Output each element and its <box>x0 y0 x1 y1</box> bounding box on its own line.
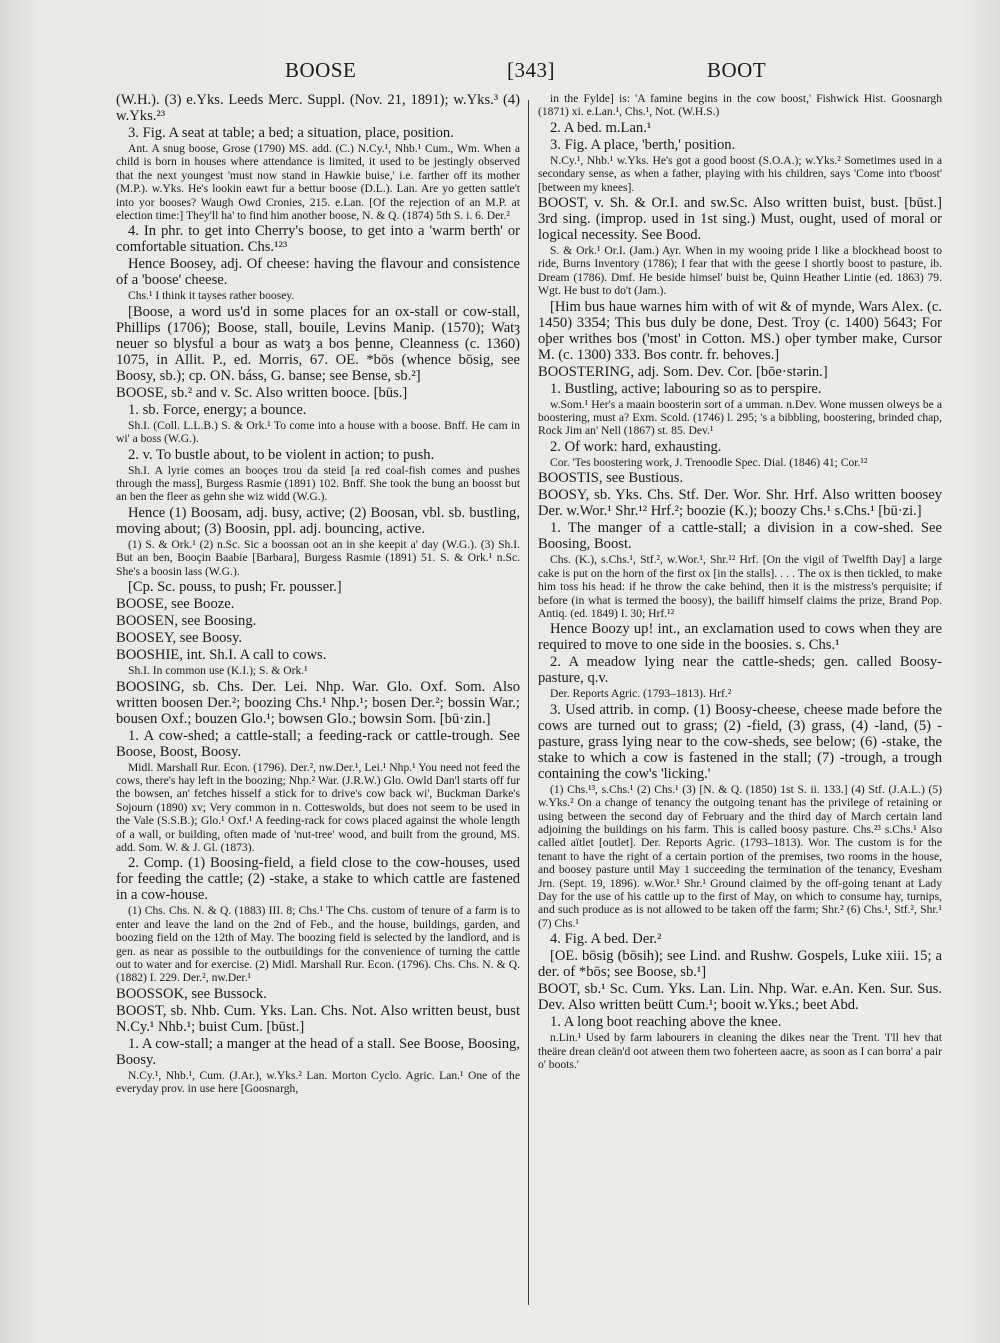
entry-sense: 1. A cow-stall; a manger at the head of a stall. See Boose, Boosing, Boosy. <box>116 1035 520 1068</box>
entry-sense: 1. sb. Force, energy; a bounce. <box>128 401 307 418</box>
entry-sense: 3. Used attrib. in comp. (1) Boosy-cheese, cheese made before the cows are turned out to grass; (2) -field, (3) grass, (4) -land, (5) -pasture, grass lying near to the cow-sheds, see below; (6) -stake, the stake to which a cow is fastened in the stall; (7) -trough, a trough containing the cow's 'licking.' <box>538 701 942 782</box>
entry-headword: BOOSTERING, adj. Som. Dev. Cor. [bōe·stərin.] <box>538 363 828 380</box>
entry-citation: Sh.I. (Coll. L.L.B.) S. & Ork.¹ To come into a house with a boose. Bnff. He cam in wi' a boss (W.G.). <box>116 418 520 446</box>
entry-citation: (1) Chs. Chs. N. & Q. (1883) III. 8; Chs.¹ The Chs. custom of tenure of a farm is to enter and leave the land on the 2nd of Feb., and the house, buildings, garden, and boozing field on the 12th of May. The boozing field is selected by the landlord, and is gen. as near as possible to the outbuildings for the convenience of turning the cattle out to water and for exercise. (2) Midl. Marshall Rur. Econ. (1796). Chs. Chs. N. & Q. (1882) I. 229. Der.², nw.Der.¹ <box>116 904 520 985</box>
entry-sense: 1. Bustling, active; labouring so as to perspire. <box>550 380 822 397</box>
entry-sense: [Him bus haue warnes him with of wit & of mynde, Wars Alex. (c. 1450) 3354; This bus duly be done, Dest. Troy (c. 1400) 5643; For oþer writhes bos ('most' in Cotton. MS.) oþer tymber make, Cursor M. (c. 1300) 333. Bos contr. fr. behoves.] <box>538 298 942 363</box>
right-column <box>538 92 942 1317</box>
entry-citation: S. & Ork.¹ Or.I. (Jam.) Ayr. When in my wooing pride I like a blockhead boost to ride, Burns Inventory (1786); I fear that with the geese I shortly boost to pasture, ib. Dream (1786). Dmf. He beside himsel' buist be, Quinn Heather Lintie (ed. 1863) 79. Wgt. He bust to do't (Jam.). <box>538 244 942 298</box>
entry-citation: n.Lin.¹ Used by farm labourers in cleaning the dikes near the Trent. 'I'll hev that theäre drean cleän'd oot atween them two foherteen aacre, as soon as I can borra' a pair o' boots.' <box>538 1031 942 1071</box>
entry-sense: [Cp. Sc. pouss, to push; Fr. pousser.] <box>128 579 342 596</box>
entry-headword: BOOSE, sb.² and v. Sc. Also written booce. [būs.] <box>116 384 408 401</box>
entry-citation: (1) S. & Ork.¹ (2) n.Sc. Sic a boossan oot an in she keepit a' day (W.G.). (3) Sh.I. But an ben, Booçin Baabie [Barbara], Burgess Rasmie (1891) 51. S. & Ork.¹ n.Sc. She's a boosin lass (W.G.). <box>116 537 520 578</box>
entry-headword: BOOSTIS, see Bustious. <box>538 470 684 487</box>
entry-headword: BOOSING, sb. Chs. Der. Lei. Nhp. War. Glo. Oxf. Som. Also written boosen Der.²; boozing Chs.¹ Nhp.¹; bosen Der.²; bossin War.; bousen Oxf.; bouzen Glo.¹; bowsen Glo.; bowsin Som. [bū·zin.] <box>116 678 520 727</box>
page-number: [343] <box>507 58 555 82</box>
header-right-word: BOOT <box>707 58 767 82</box>
entry-headword: BOOT, sb.¹ Sc. Cum. Yks. Lan. Lin. Nhp. War. e.An. Ken. Sur. Sus. Dev. Also written beütt Cum.¹; booit w.Yks.; beet Abd. <box>538 981 942 1014</box>
entry-sense: 1. The manger of a cattle-stall; a division in a cow-shed. See Boosing, Boost. <box>538 520 942 553</box>
entry-headword: BOOSY, sb. Yks. Chs. Stf. Der. Wor. Shr. Hrf. Also written boosey Der. w.Wor.¹ Shr.¹² Hrf.²; boozie (K.); boozy Chs.¹ s.Chs.¹ [bū·zi.] <box>538 487 942 520</box>
entry-citation: N.Cy.¹, Nhb.¹, Cum. (J.Ar.), w.Yks.² Lan. Morton Cyclo. Agric. Lan.¹ One of the everyday prov. in use here [Goosnargh, <box>116 1068 520 1096</box>
column-divider <box>528 100 529 1305</box>
entry-citation: Sh.I. In common use (K.I.); S. & Ork.¹ <box>128 664 308 678</box>
running-header <box>0 58 1000 88</box>
entry-sense: 1. A cow-shed; a cattle-stall; a feeding-rack or cattle-trough. See Boose, Boost, Boosy. <box>116 727 520 760</box>
entry-citation: in the Fylde] is: 'A famine begins in the cow boost,' Fishwick Hist. Goosnargh (1871) xi. e.Lan.¹, Chs.¹, Not. (W.H.S.) <box>538 92 942 119</box>
entry-citation: Chs.¹ I think it tayses rather boosey. <box>128 289 295 303</box>
entry-headword: BOOSEN, see Boosing. <box>116 613 257 630</box>
entry-headword: BOOST, sb. Nhb. Cum. Yks. Lan. Chs. Not. Also written beust, bust N.Cy.¹ Nhb.¹; buist Cum. [būst.] <box>116 1002 520 1035</box>
entry-sense: Hence Boozy up! int., an exclamation used to cows when they are required to move to one side in the boosies. s. Chs.¹ <box>538 621 942 654</box>
entry-sense: 1. A long boot reaching above the knee. <box>550 1014 782 1031</box>
entry-citation: Ant. A snug boose, Grose (1790) MS. add. (C.) N.Cy.¹, Nhb.¹ Cum., Wm. When a child is born in houses where attendance is limited, it used to be jestingly observed that the next youngest 'must now stand in Hawkie buise,' i.e. farther off its mother (M.P.). w.Yks. He's lookin eawt fur a bettur boose (D.L.). Lan. Are yo getten sattle't into yor booses? Waugh Owd Cronies, 215. e.Lan. [Of the rejection of an M.P. at election time:] They'll ha' to find him another boose, N. & Q. (1874) 5th S. i. 6. Der.² <box>116 142 520 223</box>
entry-sense: 2. A bed. m.Lan.¹ <box>550 119 652 136</box>
entry-headword: BOOSE, see Booze. <box>116 596 235 613</box>
entry-sense: 2. Of work: hard, exhausting. <box>550 438 722 455</box>
entry-sense: 2. A meadow lying near the cattle-sheds; gen. called Boosy-pasture, q.v. <box>538 654 942 687</box>
entry-headword: BOOSEY, see Boosy. <box>116 630 243 647</box>
entry-sense: Hence (1) Boosam, adj. busy, active; (2) Boosan, vbl. sb. bustling, moving about; (3) Boosin, ppl. adj. bouncing, active. <box>116 504 520 537</box>
entry-citation: (1) Chs.¹³, s.Chs.¹ (2) Chs.¹ (3) [N. & Q. (1850) 1st S. ii. 133.] (4) Stf. (J.A.L.) (5) w.Yks.² On a change of tenancy the outgoing tenant has the privilege of retaining or using between the second day of February and the third day of March certain land adjoining the buildings on his farm. This is called boosy pasture. Chs.²³ s.Chs.¹ Also called aïtlet [outlet]. Der. Reports Agric. (1793–1813). Wor. The custom is for the tenant to have the right of a certain portion of the premises, two rooms in the house, and boosey pasture until May 1 succeeding the termination of the tenancy, Evesham Jrn. (Sept. 19, 1896). w.Wor.¹ Shr.¹ Ground claimed by the off-going tenant at Lady Day for the use of his cattle up to the first of May, on which to consume hay, turnips, and such produce as is not allowed to be taken off the farm; Shr.² (6) Chs.¹, Stf.², Shr.¹ (7) Chs.¹ <box>538 782 942 930</box>
entry-citation: Der. Reports Agric. (1793–1813). Hrf.² <box>550 687 732 701</box>
entry-sense: 4. In phr. to get into Cherry's boose, to get into a 'warm berth' or comfortable situation. Chs.¹²³ <box>116 223 520 256</box>
left-column <box>116 92 520 1317</box>
entry-citation: Midl. Marshall Rur. Econ. (1796). Der.², nw.Der.¹, Lei.¹ Nhp.¹ You need not feed the cows, there's hay left in the boozing; Nhp.² War. (J.R.W.) Glo. Owld Dan'l starts off fur the bowsen, an' fetches hisself a stick for to drive's cow back wi', Buckman Darke's Sojourn (1890) xv; Very common in n. Cotteswolds, but does not seem to be used in the Vale (S.S.B.); Glo.¹ Oxf.¹ A feeding-rack for cows placed against the whole length of a wall, or building, often made of 'nut-tree' wood, and built from the ground, MS. add. Som. W. & J. Gl. (1873). <box>116 760 520 854</box>
entry-sense: [Boose, a word us'd in some places for an ox-stall or cow-stall, Phillips (1706); Boose, stall, bouile, Levins Manip. (1570); Watȝ neuer so blysful a bour as watȝ a bos þenne, Cleanness (c. 1360) 1075, in Allit. P., ed. Morris, 67. OE. *bōs (whence bōsig, see Boosy, sb.); cp. ON. báss, G. banse; see Bense, sb.²] <box>116 303 520 384</box>
entry-sense: 2. Comp. (1) Boosing-field, a field close to the cow-houses, used for feeding the cattle; (2) -stake, a stake to which cattle are fastened in a cow-house. <box>116 855 520 904</box>
entry-text: (W.H.). (3) e.Yks. Leeds Merc. Suppl. (Nov. 21, 1891); w.Yks.³ (4) w.Yks.²³ <box>116 92 520 124</box>
entry-sense: 2. v. To bustle about, to be violent in action; to push. <box>128 446 435 463</box>
entry-sense: 3. Fig. A place, 'berth,' position. <box>550 136 736 153</box>
header-left-word: BOOSE <box>285 58 357 82</box>
entry-sense: 4. Fig. A bed. Der.² <box>550 931 662 948</box>
entry-citation: w.Som.¹ Her's a maain boosterin sort of a umman. n.Dev. Wone mussen olweys be a boostering, must a? Exm. Scold. (1746) l. 295; 's a bibbling, boostering, brinded chap, Rock Jim an' Nell (1867) st. 85. Dev.¹ <box>538 397 942 438</box>
entry-citation: Sh.I. A lyrie comes an booçes trou da steid [a red coal-fish comes and pushes through the mass], Burgess Rasmie (1891) 102. Bnff. She took the bung an boosst but an ben the fleer as gehn she wiz widd (W.G.). <box>116 463 520 504</box>
entry-headword: BOOSSOK, see Bussock. <box>116 985 267 1002</box>
entry-headword: BOOSHIE, int. Sh.I. A call to cows. <box>116 647 327 664</box>
entry-headword: BOOST, v. Sh. & Or.I. and sw.Sc. Also written buist, bust. [būst.] 3rd sing. (improp. used in 1st sing.) Must, ought, used of moral or logical necessity. See Bood. <box>538 195 942 244</box>
entry-sense: Hence Boosey, adj. Of cheese: having the flavour and consistence of a 'boose' cheese. <box>116 256 520 289</box>
entry-sense: 3. Fig. A seat at table; a bed; a situation, place, position. <box>128 125 454 141</box>
entry-citation: N.Cy.¹, Nhb.¹ w.Yks. He's got a good boost (S.O.A.); w.Yks.² Sometimes used in a secondary sense, as when a father, playing with his children, says 'Come into t'boost' [between my knees]. <box>538 153 942 194</box>
entry-citation: Cor. 'Tes boostering work, J. Trenoodle Spec. Dial. (1846) 41; Cor.¹² <box>550 455 868 469</box>
entry-sense: [OE. bōsig (bōsih); see Lind. and Rushw. Gospels, Luke xiii. 15; a der. of *bōs; see Boose, sb.¹] <box>538 948 942 981</box>
entry-citation: Chs. (K.), s.Chs.¹, Stf.², w.Wor.¹, Shr.¹² Hrf. [On the vigil of Twelfth Day] a large cake is put on the horn of the first ox [in the stalls]. . . . The ox is then tickled, to make him toss his head: if he throw the cake behind, then it is the mistress's perquisite; if before (in what is termed the boosy), the bailiff himself claims the prize, Brand Pop. Antiq. (ed. 1849) I. 30; Hrf.¹² <box>538 553 942 620</box>
